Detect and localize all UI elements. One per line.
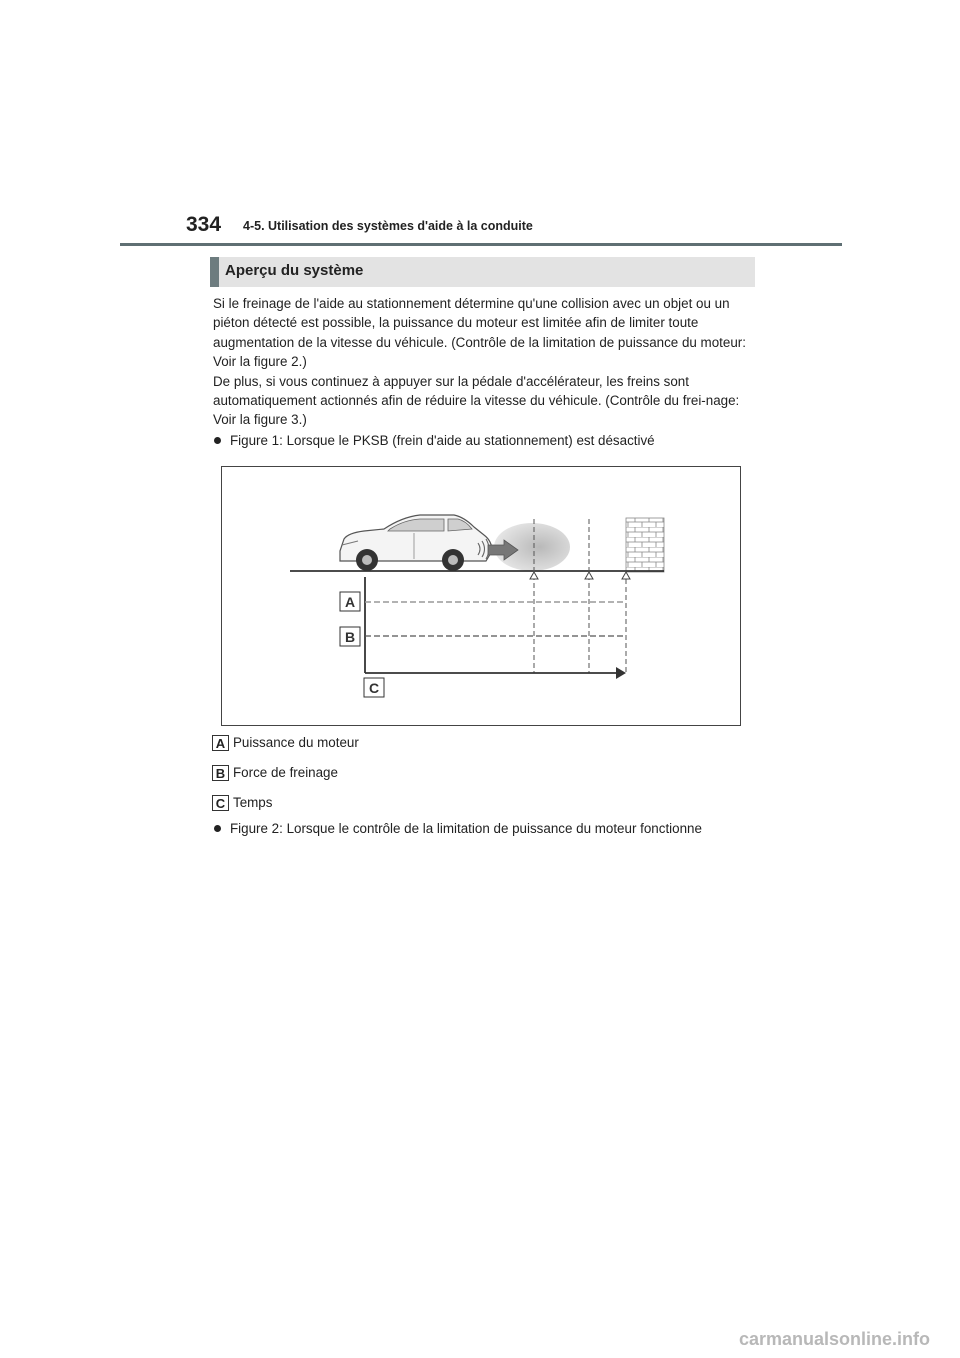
section-heading: Aperçu du système [210,257,755,287]
bullet-icon [214,825,221,832]
bullet-icon [214,437,221,444]
page-number: 334 [186,213,222,236]
legend-item-a [212,735,359,751]
marker-triangle-3 [622,572,630,579]
marker-triangle-1 [530,572,538,579]
legend-item-b [212,765,338,781]
figure-1-illustration [222,467,742,727]
figure-2-caption-text: Figure 2: Lorsque le contrôle de la limitation de puissance du moteur fonctionne [230,821,702,836]
brick-wall [626,518,664,572]
header-rule [120,243,842,246]
paragraph-2: De plus, si vous continuez à appuyer sur la pédale d'accélérateur, les freins sont automatiquement actionnés afin de réduire la vitesse du véhicule. (Contrôle du frei-nage: Voir la figure 3.) [213,373,740,428]
body-text [213,294,748,430]
legend-key-b: B [212,765,229,781]
legend-text-b: Force de freinage [233,765,338,780]
legend-item-c [212,795,272,811]
arrow-right-icon [616,667,626,679]
paragraph-1: Si le freinage de l'aide au stationnement détermine qu'une collision avec un objet ou un piéton détecté est possible, la puissance du moteur est limitée afin de limiter toute augmentation de la vitesse du véhicule. (Contrôle de la limitation de puissance du moteur: Voir la figure 2.) [213,296,746,370]
legend-text-a: Puissance du moteur [233,735,359,750]
graph-label-b: B [344,629,356,645]
figure-1-caption [213,433,655,448]
watermark: carmanualsonline.info [738,1329,930,1349]
legend-key-a: A [212,735,229,751]
graph-label-c: C [368,680,380,696]
figure-1-caption-text: Figure 1: Lorsque le PKSB (frein d'aide au stationnement) est désactivé [230,433,655,448]
figure-1 [221,466,741,726]
graph-label-a: A [344,594,356,610]
marker-triangle-2 [585,572,593,579]
car-icon [340,515,518,571]
figure-2-caption [213,821,702,836]
legend-text-c: Temps [233,795,273,810]
chapter-title: 4-5. Utilisation des systèmes d'aide à la conduite [243,219,533,233]
legend-key-c: C [212,795,229,811]
